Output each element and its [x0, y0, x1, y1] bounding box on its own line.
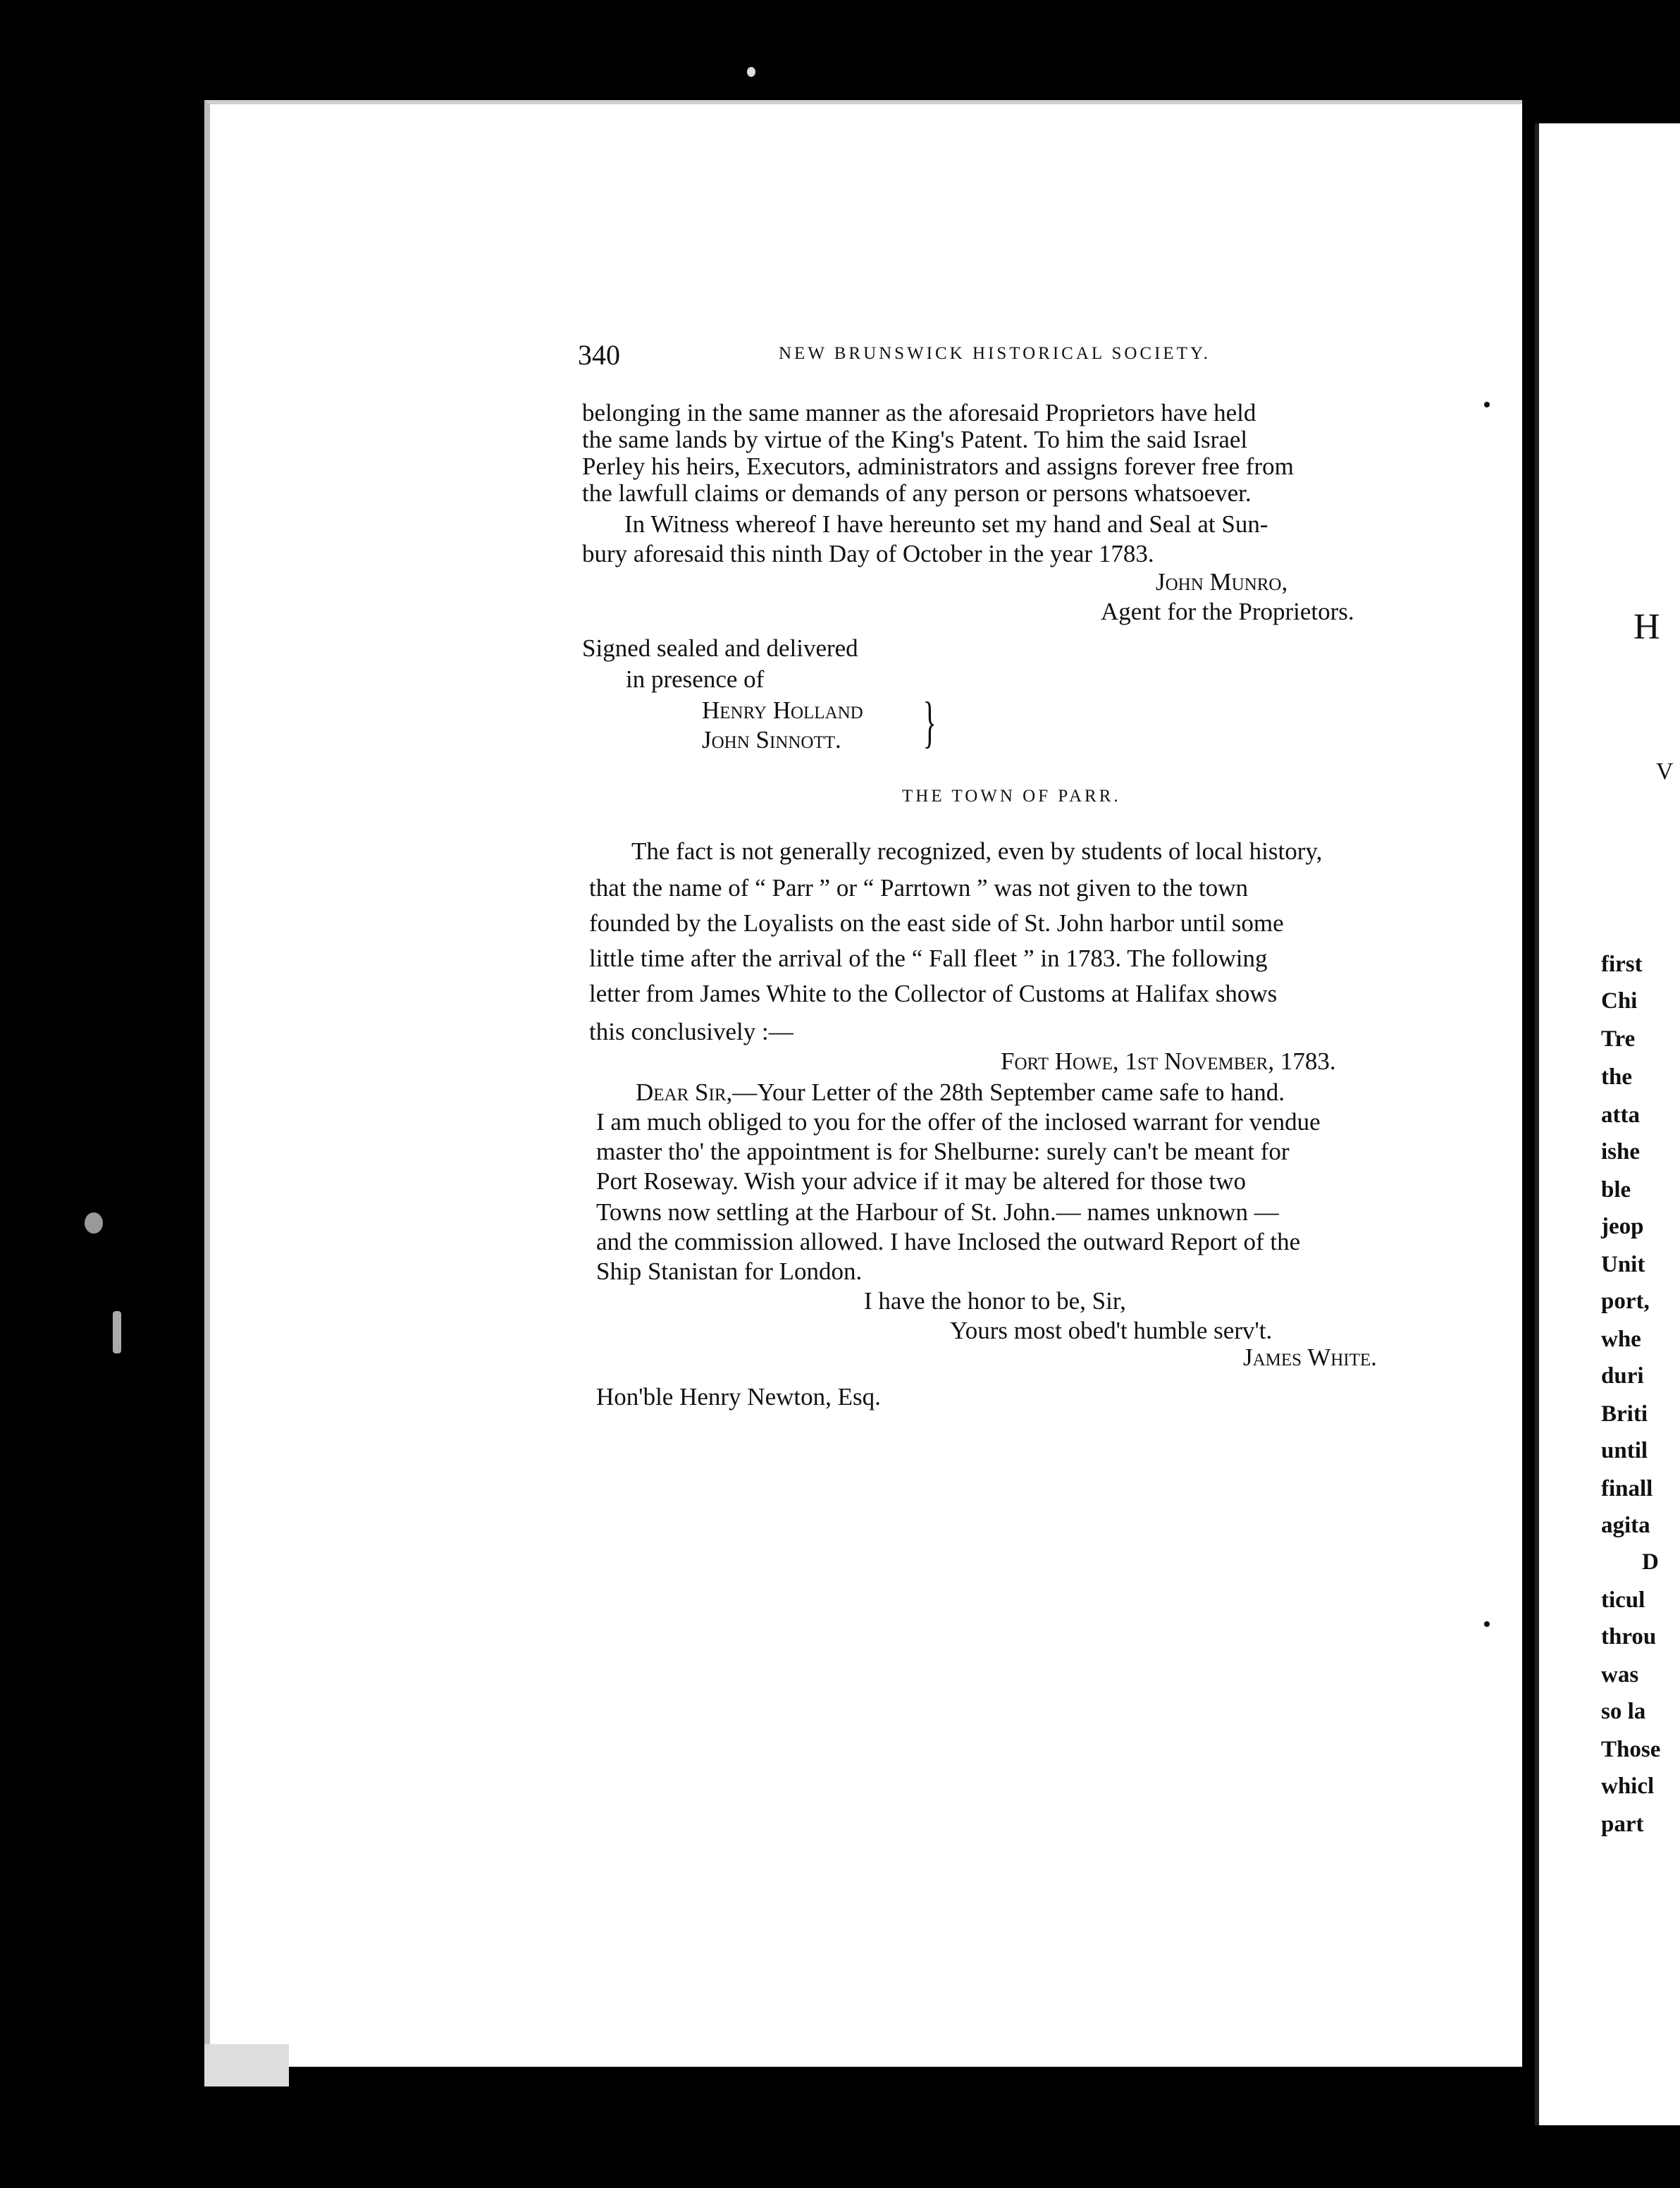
deed-line: the lawfull claims or demands of any person or persons whatsoever.: [582, 479, 1252, 507]
paragraph-line: this conclusively :—: [589, 1018, 793, 1045]
scan-speck: [1484, 402, 1490, 407]
letter-line: and the commission allowed. I have Inclosed the outward Report of the: [596, 1228, 1301, 1255]
paragraph-line: founded by the Loyalists on the east side of St. John harbor until some: [589, 909, 1284, 937]
right-fragment: atta: [1601, 1102, 1640, 1128]
right-fragment: was: [1601, 1662, 1639, 1688]
witness-intro: Signed sealed and delivered: [582, 634, 858, 662]
right-fragment: Unit: [1601, 1252, 1645, 1277]
letter-addressee: Hon'ble Henry Newton, Esq.: [596, 1383, 881, 1410]
right-fragment: the: [1601, 1064, 1632, 1090]
right-fragment: whe: [1601, 1327, 1641, 1352]
right-fragment: port,: [1601, 1289, 1650, 1314]
paragraph-line: little time after the arrival of the “ Fall fleet ” in 1783. The following: [589, 945, 1268, 972]
page-number: 340: [578, 339, 620, 371]
signer-title: Agent for the Proprietors.: [1101, 598, 1354, 625]
page-edge-shadow: [204, 2044, 289, 2086]
scan-speck: [113, 1311, 121, 1353]
scan-speck: [747, 67, 755, 77]
letter-signature: James White.: [1243, 1344, 1377, 1371]
deed-line: the same lands by virtue of the King's Patent. To him the said Israel: [582, 426, 1248, 453]
right-fragment: agita: [1601, 1513, 1650, 1538]
letter-dateline: Fort Howe, 1st November, 1783.: [1001, 1047, 1336, 1075]
right-fragment: whicl: [1601, 1774, 1655, 1799]
letter-line: Ship Stanistan for London.: [596, 1258, 863, 1285]
letter-closing: Yours most obed't humble serv't.: [950, 1317, 1273, 1344]
right-fragment: finall: [1601, 1476, 1653, 1501]
right-fragment: ishe: [1601, 1139, 1641, 1164]
right-fragment: duri: [1601, 1363, 1644, 1389]
running-header: [578, 338, 620, 371]
paragraph-line: that the name of “ Parr ” or “ Parrtown ” was not given to the town: [589, 874, 1249, 902]
right-fragment: Briti: [1601, 1401, 1648, 1427]
letter-line: Port Roseway. Wish your advice if it may be altered for those two: [596, 1167, 1246, 1195]
deed-line: Perley his heirs, Executors, administrators and assigns forever free from: [582, 453, 1294, 480]
deed-line: belonging in the same manner as the aforesaid Proprietors have held: [582, 399, 1256, 426]
right-fragment: D: [1642, 1549, 1659, 1575]
right-heading-fragment: H: [1633, 607, 1660, 647]
deed-line: In Witness whereof I have hereunto set my hand and Seal at Sun-: [624, 510, 1268, 538]
running-title-container: [779, 344, 1211, 364]
right-fragment: ticul: [1601, 1587, 1645, 1613]
right-fragment: Tre: [1601, 1026, 1636, 1052]
deed-line: bury aforesaid this ninth Day of October in the year 1783.: [582, 540, 1154, 567]
right-fragment: until: [1601, 1438, 1648, 1463]
witness-intro: in presence of: [626, 665, 765, 693]
letter-line: I am much obliged to you for the offer of the inclosed warrant for vendue: [596, 1108, 1321, 1136]
right-fragment: Those: [1601, 1737, 1661, 1762]
paragraph-line: The fact is not generally recognized, even by students of local history,: [631, 837, 1323, 865]
right-fragment: part: [1601, 1812, 1644, 1837]
signer-name: John Munro,: [1156, 568, 1288, 596]
running-title: NEW BRUNSWICK HISTORICAL SOCIETY.: [779, 344, 1211, 363]
right-fragment: so la: [1601, 1699, 1646, 1724]
scan-speck: [85, 1212, 103, 1234]
right-fragment: Chi: [1601, 988, 1638, 1014]
witness-name: Henry Holland: [702, 696, 863, 724]
letter-closing: I have the honor to be, Sir,: [864, 1287, 1126, 1315]
paragraph-line: letter from James White to the Collector of Customs at Halifax shows: [589, 980, 1278, 1007]
right-fragment: throu: [1601, 1624, 1657, 1649]
right-fragment: first: [1601, 952, 1643, 977]
salutation: Dear Sir,: [636, 1078, 733, 1106]
right-subheading-fragment: V: [1656, 758, 1674, 785]
letter-line: —Your Letter of the 28th September came safe to hand.: [732, 1078, 1285, 1106]
scan-speck: [1484, 1621, 1490, 1627]
witness-brace: }: [922, 692, 937, 754]
right-fragment: ble: [1601, 1177, 1631, 1203]
letter-first-line: [636, 1078, 1285, 1107]
letter-line: master tho' the appointment is for Shelburne: surely can't be meant for: [596, 1138, 1290, 1165]
section-heading: THE TOWN OF PARR.: [902, 787, 1121, 806]
witness-name: John Sinnott.: [702, 726, 841, 754]
right-fragment: jeop: [1601, 1214, 1644, 1239]
letter-line: Towns now settling at the Harbour of St. John.— names unknown —: [596, 1198, 1279, 1226]
